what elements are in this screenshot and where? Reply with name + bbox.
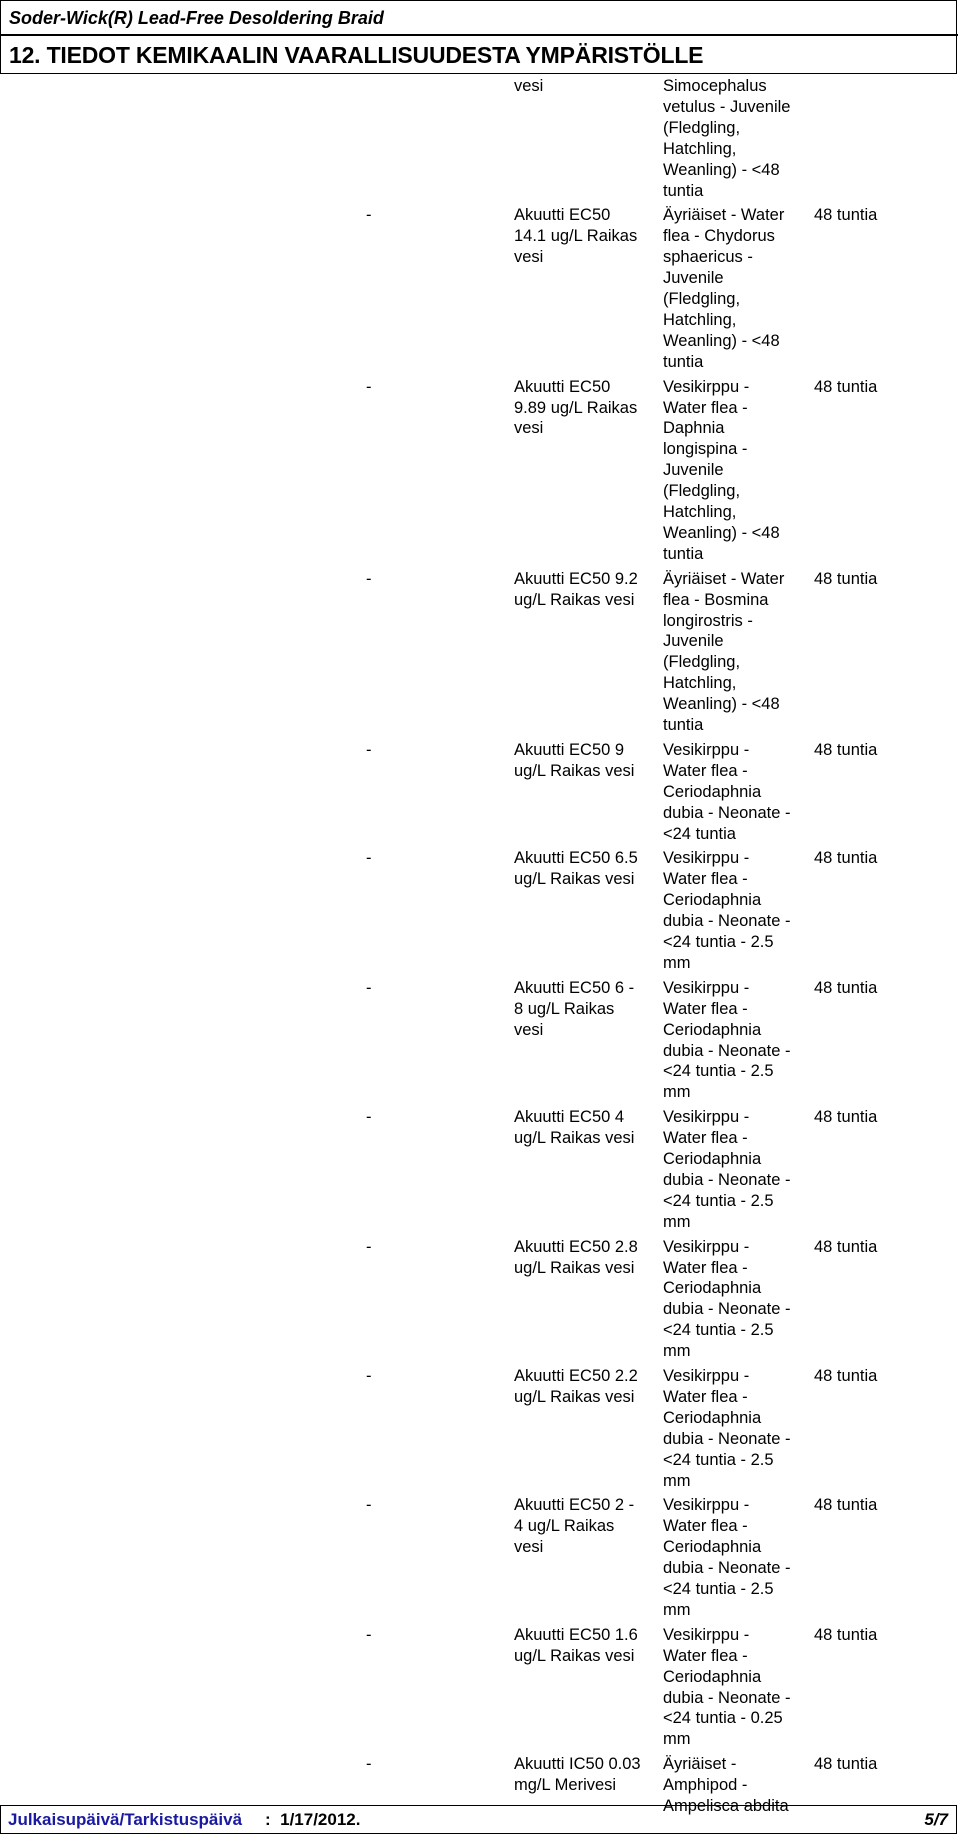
species-cell	[663, 1107, 811, 1232]
species-cell	[663, 1237, 811, 1362]
species-line: Vesikirppu -	[663, 1496, 750, 1515]
duration-cell: 48 tuntia	[814, 206, 878, 225]
row-bullet: -	[366, 1367, 372, 1385]
species-line: <24 tuntia - 2.5	[663, 933, 774, 952]
endpoint-line: vesi	[514, 419, 544, 438]
duration-cell: 48 tuntia	[814, 1625, 878, 1644]
species-line: tuntia	[663, 544, 704, 563]
endpoint-line: Akuutti EC50 4	[514, 1108, 625, 1127]
endpoint-line: ug/L Raikas vesi	[514, 590, 635, 609]
duration-cell: 48 tuntia	[814, 740, 878, 759]
endpoint-line: Akuutti EC50 1.6	[514, 1625, 638, 1644]
species-line: <24 tuntia - 2.5	[663, 1321, 774, 1340]
duration-cell: 48 tuntia	[814, 1755, 878, 1774]
row-bullet: -	[366, 740, 372, 759]
species-line: Ceriodaphnia	[663, 1020, 762, 1039]
species-line: Vesikirppu -	[663, 978, 750, 997]
row-bullet: -	[366, 849, 372, 868]
species-line: longirostris -	[663, 611, 753, 630]
endpoint-line: mg/L Merivesi	[514, 1776, 617, 1795]
species-line: Ampelisca abdita	[663, 1797, 789, 1815]
species-line: Vesikirppu -	[663, 377, 750, 396]
species-line: Water flea -	[663, 870, 748, 889]
species-line: Vesikirppu -	[663, 1237, 750, 1256]
species-line: Ceriodaphnia	[663, 1538, 762, 1557]
row-bullet: -	[366, 1625, 372, 1644]
species-line: longispina -	[663, 440, 748, 459]
species-line: Ceriodaphnia	[663, 782, 762, 801]
species-line: Vesikirppu -	[663, 1367, 750, 1385]
species-line: Juvenile	[663, 269, 724, 288]
species-line: Hatchling,	[663, 310, 737, 329]
endpoint-line: Akuutti EC50 9	[514, 740, 625, 759]
endpoint-line: vesi	[514, 1020, 544, 1039]
endpoint-line: ug/L Raikas vesi	[514, 870, 635, 889]
species-cell	[663, 1366, 811, 1491]
species-line: flea - Chydorus	[663, 227, 775, 246]
duration-cell: 48 tuntia	[814, 1108, 878, 1127]
species-line: Water flea -	[663, 999, 748, 1018]
endpoint-line: 4 ug/L Raikas	[514, 1517, 615, 1536]
endpoint-line: Akuutti EC50 9.2	[514, 569, 638, 588]
species-line: flea - Bosmina	[663, 590, 769, 609]
species-line: (Fledgling,	[663, 290, 741, 309]
species-line: dubia - Neonate -	[663, 1559, 791, 1578]
endpoint-cell	[514, 978, 654, 1041]
species-cell	[663, 1495, 811, 1620]
species-line: dubia - Neonate -	[663, 912, 791, 931]
species-line: tuntia	[663, 716, 704, 735]
endpoint-cell	[514, 569, 654, 611]
species-line: tuntia	[663, 181, 704, 200]
species-line: dubia - Neonate -	[663, 1429, 791, 1448]
species-line: mm	[663, 1083, 691, 1102]
row-bullet: -	[366, 1108, 372, 1127]
species-line: dubia - Neonate -	[663, 1170, 791, 1189]
endpoint-line: 9.89 ug/L Raikas	[514, 398, 638, 417]
species-line: Daphnia	[663, 419, 725, 438]
species-line: Weanling) - <48	[663, 523, 780, 542]
species-line: tuntia	[663, 352, 704, 371]
endpoint-line: ug/L Raikas vesi	[514, 1387, 635, 1406]
species-line: Weanling) - <48	[663, 331, 780, 350]
species-line: Simocephalus	[663, 77, 767, 95]
species-line: Hatchling,	[663, 503, 737, 522]
endpoint-line: vesi	[514, 77, 544, 95]
endpoint-line: vesi	[514, 248, 544, 267]
page-number: 5/7	[924, 1810, 948, 1829]
species-line: Hatchling,	[663, 674, 737, 693]
species-line: Vesikirppu -	[663, 740, 750, 759]
species-line: <24 tuntia - 2.5	[663, 1062, 774, 1081]
species-line: Water flea -	[663, 761, 748, 780]
row-bullet: -	[366, 206, 372, 225]
endpoint-line: Akuutti EC50 6.5	[514, 849, 638, 868]
species-line: Water flea -	[663, 398, 748, 417]
species-line: Äyriäiset - Water	[663, 569, 785, 588]
row-bullet: -	[366, 1755, 372, 1774]
endpoint-line: ug/L Raikas vesi	[514, 1258, 635, 1277]
species-line: mm	[663, 1212, 691, 1231]
species-line: mm	[663, 1471, 691, 1490]
revision-date: 1/17/2012.	[280, 1810, 361, 1829]
endpoint-line: Akuutti EC50	[514, 206, 611, 225]
species-line: dubia - Neonate -	[663, 1688, 791, 1707]
species-cell	[663, 978, 811, 1103]
revision-date-value	[265, 1810, 360, 1830]
endpoint-cell	[514, 1107, 654, 1149]
product-name: Soder-Wick(R) Lead-Free Desoldering Braid	[9, 8, 384, 28]
species-line: sphaericus -	[663, 248, 753, 267]
species-line: Water flea -	[663, 1646, 748, 1665]
species-cell	[663, 569, 811, 736]
species-line: Juvenile	[663, 632, 724, 651]
row-bullet: -	[366, 377, 372, 396]
duration-cell: 48 tuntia	[814, 377, 878, 396]
duration-cell: 48 tuntia	[814, 1367, 878, 1385]
species-line: Water flea -	[663, 1517, 748, 1536]
species-cell	[663, 848, 811, 973]
species-line: mm	[663, 953, 691, 972]
species-line: <24 tuntia - 2.5	[663, 1580, 774, 1599]
endpoint-cell	[514, 848, 654, 890]
species-line: Vesikirppu -	[663, 849, 750, 868]
row-bullet: -	[366, 569, 372, 588]
header-divider	[1, 34, 958, 36]
species-cell	[663, 205, 811, 372]
endpoint-cell	[514, 76, 654, 97]
revision-date-label: Julkaisupäivä/Tarkistuspäivä	[8, 1810, 243, 1829]
species-line: (Fledgling,	[663, 118, 741, 137]
species-line: Water flea -	[663, 1129, 748, 1148]
species-line: Weanling) - <48	[663, 695, 780, 714]
endpoint-cell	[514, 740, 654, 782]
species-line: mm	[663, 1342, 691, 1361]
endpoint-line: 8 ug/L Raikas	[514, 999, 615, 1018]
endpoint-cell	[514, 377, 654, 440]
species-line: Ceriodaphnia	[663, 891, 762, 910]
species-cell	[663, 76, 811, 201]
duration-cell: 48 tuntia	[814, 569, 878, 588]
species-line: Juvenile	[663, 461, 724, 480]
species-line: dubia - Neonate -	[663, 803, 791, 822]
species-line: vetulus - Juvenile	[663, 97, 791, 116]
species-line: Ceriodaphnia	[663, 1667, 762, 1686]
duration-cell: 48 tuntia	[814, 1496, 878, 1515]
endpoint-line: vesi	[514, 1538, 544, 1557]
species-line: <24 tuntia - 2.5	[663, 1450, 774, 1469]
endpoint-line: Akuutti EC50 2.8	[514, 1237, 638, 1256]
species-cell	[663, 1625, 811, 1750]
document-header	[0, 0, 957, 74]
duration-cell: 48 tuntia	[814, 978, 878, 997]
endpoint-cell	[514, 1495, 654, 1558]
endpoint-cell	[514, 1366, 654, 1408]
species-cell	[663, 377, 811, 565]
species-cell	[663, 740, 811, 845]
species-line: mm	[663, 1600, 691, 1619]
species-line: dubia - Neonate -	[663, 1300, 791, 1319]
endpoint-cell	[514, 1625, 654, 1667]
endpoint-cell	[514, 1754, 654, 1796]
species-line: Ceriodaphnia	[663, 1279, 762, 1298]
species-line: Ceriodaphnia	[663, 1408, 762, 1427]
endpoint-line: Akuutti IC50 0.03	[514, 1755, 641, 1774]
endpoint-line: Akuutti EC50 2 -	[514, 1496, 635, 1515]
species-line: <24 tuntia - 0.25	[663, 1709, 783, 1728]
endpoint-line: Akuutti EC50	[514, 377, 611, 396]
species-line: Hatchling,	[663, 139, 737, 158]
endpoint-line: ug/L Raikas vesi	[514, 761, 635, 780]
species-line: <24 tuntia - 2.5	[663, 1191, 774, 1210]
species-line: Ceriodaphnia	[663, 1150, 762, 1168]
species-line: Äyriäiset -	[663, 1755, 737, 1774]
species-line: Water flea -	[663, 1387, 748, 1406]
species-line: (Fledgling,	[663, 653, 741, 672]
row-bullet: -	[366, 1237, 372, 1256]
species-line: Vesikirppu -	[663, 1108, 750, 1127]
endpoint-cell	[514, 1237, 654, 1279]
row-bullet: -	[366, 978, 372, 997]
duration-cell: 48 tuntia	[814, 1237, 878, 1256]
document-footer	[0, 1805, 957, 1834]
endpoint-line: ug/L Raikas vesi	[514, 1129, 635, 1148]
endpoint-line: Akuutti EC50 6 -	[514, 978, 635, 997]
row-bullet: -	[366, 1496, 372, 1515]
species-line: Water flea -	[663, 1258, 748, 1277]
endpoint-line: ug/L Raikas vesi	[514, 1646, 635, 1665]
section-title: 12. TIEDOT KEMIKAALIN VAARALLISUUDESTA YMPÄRISTÖLLE	[9, 42, 704, 68]
endpoint-cell	[514, 205, 654, 268]
species-line: Äyriäiset - Water	[663, 206, 785, 225]
species-line: dubia - Neonate -	[663, 1041, 791, 1060]
species-line: Amphipod -	[663, 1776, 748, 1795]
revision-date-separator: :	[265, 1810, 271, 1829]
species-line: (Fledgling,	[663, 482, 741, 501]
species-line: <24 tuntia	[663, 824, 736, 843]
species-line: Weanling) - <48	[663, 160, 780, 179]
species-line: mm	[663, 1730, 691, 1749]
duration-cell: 48 tuntia	[814, 849, 878, 868]
endpoint-line: 14.1 ug/L Raikas	[514, 227, 638, 246]
endpoint-line: Akuutti EC50 2.2	[514, 1367, 638, 1385]
species-line: Vesikirppu -	[663, 1625, 750, 1644]
